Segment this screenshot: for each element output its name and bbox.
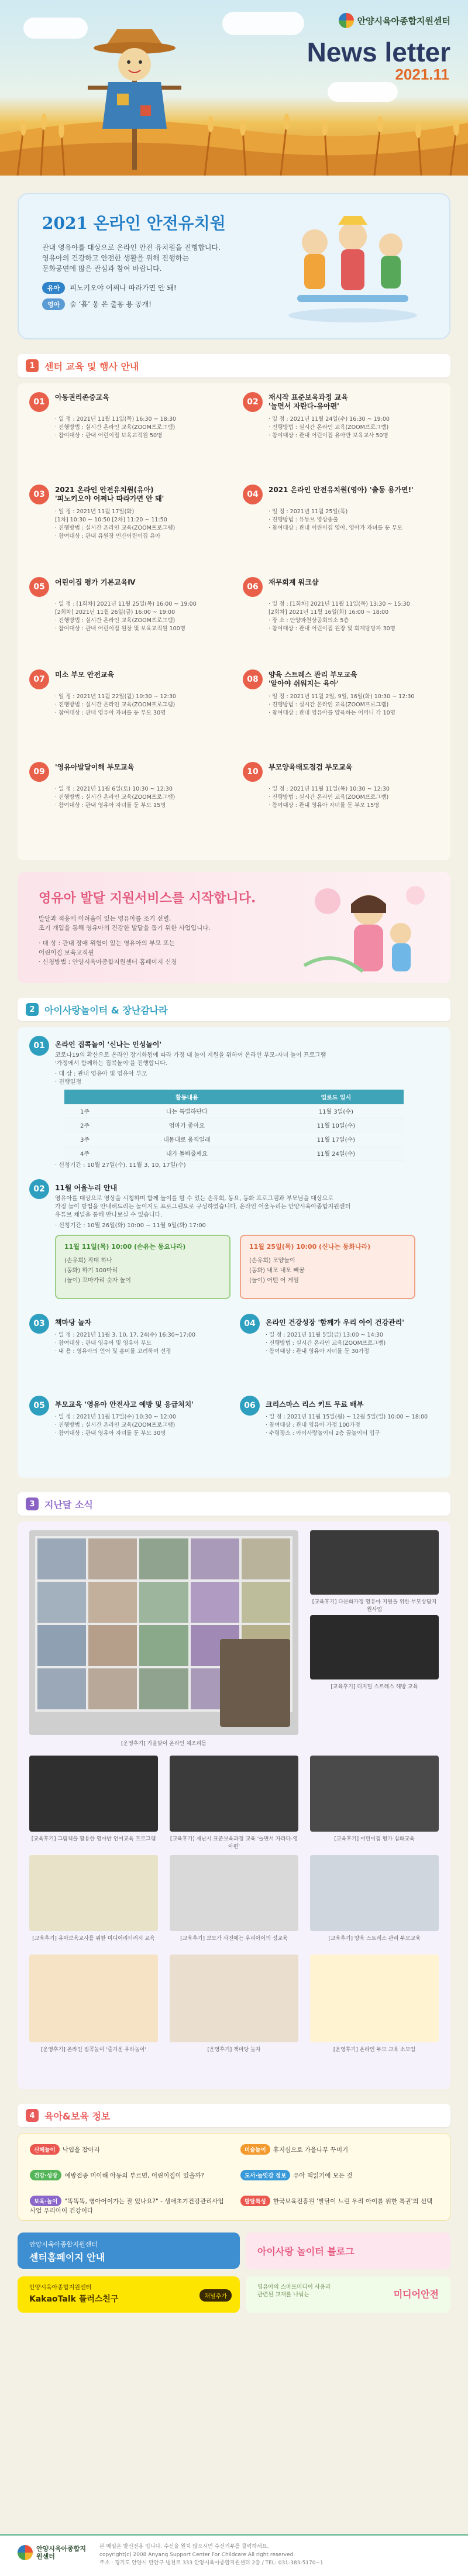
table-cell: 엄마가 좋아요: [105, 1118, 269, 1132]
gallery-photo[interactable]: [310, 1955, 439, 2042]
table-row: [64, 1118, 404, 1132]
banner-line: · 신청방법 : 안양시육아종합지원센터 홈페이지 신청: [39, 959, 177, 966]
section-header-gallery: [18, 1492, 450, 1516]
gallery-photo[interactable]: [310, 1756, 439, 1832]
program-line: (놀이) 꼬마가리 숫자 놀이: [64, 1277, 131, 1284]
gallery-caption: [교육후기] 보모가 사진에는 우리아이의 성교육: [180, 1936, 288, 1942]
gallery-caption: [교육후기] 유아보육교사를 위한 미디어리터러시 교육: [32, 1936, 155, 1942]
item-number: 03: [29, 1314, 49, 1334]
section-number-badge: 3: [26, 1497, 39, 1510]
event-card: [243, 669, 442, 754]
table-cell: 내몸대로 움직일래: [105, 1132, 269, 1146]
program-line: (손유희) 모양놀이: [249, 1258, 295, 1264]
header-brand[interactable]: [339, 13, 450, 28]
event-card: [243, 762, 442, 847]
table-cell: 11월 3일(수): [269, 1104, 404, 1118]
table-header: 업로드 일시: [269, 1090, 404, 1104]
info-text: 낙엽을 잡아라: [62, 2146, 100, 2153]
gallery-photo[interactable]: [310, 1530, 439, 1595]
table-cell: 3주: [64, 1132, 105, 1146]
event-card: [243, 485, 442, 569]
gallery-photo[interactable]: [29, 1756, 158, 1832]
event-title: 재시작 표준보육과정 교육 '놀면서 자란다-유아편': [269, 393, 348, 410]
banner-main: 아이사랑 놀이터 블로그: [257, 2246, 355, 2257]
item-line: · 참여대상 : 관내 영유아 자녀를 둔 30가정: [266, 1348, 370, 1355]
event-title: 재무회계 워크샵: [269, 578, 319, 586]
info-item[interactable]: [240, 2196, 439, 2206]
event-title: 2021 온라인 안전유치원(영아) '출동 용가면!': [269, 486, 414, 494]
event-card: [243, 392, 442, 477]
event-line: · 진행방법 : 실시간 온라인 교육(ZOOM프로그램): [55, 794, 176, 801]
section-header-events: [18, 354, 450, 377]
event-line: · 일 정 : 2021년 11월 6일(토) 10:30 ~ 12:30: [55, 786, 173, 792]
banner-main: 센터홈페이지 안내: [29, 2252, 105, 2263]
event-number: 08: [243, 669, 263, 689]
info-text: 한국보육진흥원 '발달이 느린 우리 아이를 위한 특권'의 선택: [273, 2198, 433, 2205]
org-name: 안양시육아종합지원센터: [357, 15, 450, 26]
info-item[interactable]: [240, 2144, 439, 2155]
event-title: 아동권리존중교육: [55, 393, 109, 401]
cloud-decoration: [222, 12, 304, 35]
info-item[interactable]: [240, 2170, 439, 2180]
banner-title: 영유아 발달 지원서비스를 시작합니다.: [39, 891, 256, 906]
play-note: · 신청기간 : 10월 27일(수), 11월 3, 10, 17일(수): [55, 1162, 186, 1169]
center-homepage-banner[interactable]: [18, 2232, 240, 2269]
table-cell: 11월 24일(수): [269, 1146, 404, 1160]
event-line: · 참여대상 : 관내 어린이집 영아, 영아가 자녀를 둔 부모: [269, 525, 403, 531]
item-line: · 진행방법 : 실시간 온라인 교육(ZOOM프로그램): [55, 1422, 176, 1428]
item-line: · 일 정 : 2021년 11월 3, 10, 17, 24(수) 16:30~17:00: [55, 1332, 196, 1338]
event-line: · 진행방법 : 실시간 온라인 교육(ZOOM프로그램): [269, 702, 389, 708]
event-line: · 참여대상 : 관내 어린이집 원장 및 보육교직원 100명: [55, 626, 185, 632]
event-number: 04: [243, 485, 263, 504]
safe-row-child-text: 피노키오야 어쩌나 따라가면 안 돼!: [70, 284, 177, 292]
center-logo-icon: [18, 2545, 33, 2560]
add-channel-button[interactable]: 채널추가: [199, 2289, 232, 2302]
item-number: 05: [29, 1396, 49, 1416]
event-details: [55, 415, 228, 440]
item-number: 04: [240, 1314, 260, 1334]
table-header: 활동내용: [105, 1090, 269, 1104]
event-line: · 진행방법 : 실시간 온라인 교육(ZOOM프로그램): [55, 702, 176, 708]
section-header-play: [18, 998, 450, 1021]
media-safety-banner[interactable]: [246, 2276, 450, 2313]
banner-main: KakaoTalk 플러스친구: [29, 2295, 119, 2304]
play-desc: 코로나19의 확산으로 온라인 장기화됨에 따라 가정 내 놀이 지원을 위하여 온라인 부모-자녀 놀이 프로그램: [55, 1052, 326, 1059]
event-details: [55, 600, 228, 633]
gallery-photo[interactable]: [170, 1855, 298, 1931]
hero-banner: [0, 0, 468, 176]
table-cell: 1주: [64, 1104, 105, 1118]
event-title: 어린이집 평가 기본교육Ⅳ: [55, 578, 136, 586]
safe-title: 2021 온라인 안전유치원: [42, 214, 226, 233]
gallery-panel: [18, 1521, 450, 2089]
gallery-photo[interactable]: [310, 1855, 439, 1931]
item-title: 온라인 건강성장 '함께가 우리 아이 건강관리': [266, 1318, 404, 1327]
gallery-photo[interactable]: [29, 1955, 158, 2042]
kakao-channel-banner[interactable]: [18, 2276, 240, 2313]
wheat-field-illustration: [0, 99, 468, 176]
event-card: [29, 392, 228, 477]
event-line: · 일 정 : 2021년 11월 17일(화): [55, 509, 135, 515]
play-blog-banner[interactable]: [246, 2232, 450, 2269]
info-text: "똑똑똑, 영아어이가는 잘 있나요?" - 생애초기건강관리사업사업 우리아이 건강이다: [30, 2198, 224, 2214]
info-label: 발달특성: [240, 2196, 270, 2206]
newsletter-title: News letter: [307, 37, 450, 67]
banner-sub: 안양시육아종합지원센터: [29, 2285, 92, 2291]
scarecrow-illustration: [82, 23, 187, 170]
footer-line: 주소 : 경기도 안양시 만안구 냉천로 333 안양시육아종합지원센터 2층 / TEL: 031-383-5170~1: [99, 2560, 324, 2566]
section-title: 센터 교육 및 행사 안내: [44, 360, 139, 372]
play-desc: 가정 놀이 방법을 안내해드리는 놀이지도 프로그램으로 구성하였습니다. 온라인 어울누리는 안양시육아종합지원센터: [55, 1204, 351, 1210]
event-line: · 일 정 : 2021년 11월 11일(목) 16:30 ~ 18:30: [55, 416, 176, 423]
event-line: · 일 정 : 2021년 11월 22일(월) 10:30 ~ 12:30: [55, 693, 176, 700]
event-card: [29, 485, 228, 569]
play-desc: · 대 상 : 관내 영유아 및 영유아 부모: [55, 1071, 147, 1077]
gallery-photo[interactable]: [29, 1855, 158, 1931]
event-line: · 일 정 : [1회차] 2021년 11월 11일(목) 13:30 ~ 15:30: [269, 601, 410, 607]
event-line: · 진행방법 : 실시간 온라인 교육(ZOOM프로그램): [269, 794, 389, 801]
banner-line: 발달과 적응에 어려움이 있는 영유아를 조기 선별,: [39, 915, 171, 922]
event-number: 10: [243, 762, 263, 782]
event-line: · 진행방법 : 유튜브 영상송출: [269, 517, 339, 523]
gallery-photo[interactable]: [310, 1615, 439, 1679]
tag-child: 유아: [42, 282, 65, 294]
safe-desc-1: 관내 영유아를 대상으로 온라인 안전 유치원을 진행합니다.: [42, 243, 221, 252]
table-cell: 내가 돌봐줄께요: [105, 1146, 269, 1160]
item-line: · 일 정 : 2021년 11월 15일(월) ~ 12월 5일(일) 10:00 ~ 18:00: [266, 1414, 428, 1420]
program-box-title: 11월 11일(목) 10:00 (손유는 동요나라): [64, 1243, 186, 1251]
banner-sub: 영유아의 스마트미디어 사용과: [257, 2284, 331, 2290]
info-label: 건강·성장: [30, 2170, 61, 2180]
event-details: [269, 415, 442, 440]
info-label: 미술놀이: [240, 2144, 270, 2155]
event-details: [269, 600, 442, 633]
program-line: (손유희) 작대 하나: [64, 1258, 112, 1264]
event-card: [29, 762, 228, 847]
safety-kids-illustration: [280, 207, 426, 324]
table-cell: 4주: [64, 1146, 105, 1160]
event-card: [29, 577, 228, 662]
play-note: · 신청기간 : 10월 26일(화) 10:00 ~ 11월 9일(화) 17:00: [55, 1222, 206, 1229]
item-title: 책마당 놀자: [55, 1318, 92, 1327]
item-number: 06: [240, 1396, 260, 1416]
banner-line: 조기 개입을 통해 영유아의 건강한 발달을 돕기 위한 사업입니다.: [39, 925, 211, 932]
section-title: 육아&보육 정보: [44, 2110, 111, 2122]
footer-org: 안양시육아종합지원센터: [36, 2545, 87, 2560]
event-line: · 일 정 : 2021년 11월 25일(목): [269, 509, 348, 515]
play-desc: · 진행일정: [55, 1079, 81, 1086]
event-line: · 진행방법 : 실시간 온라인 교육(ZOOM프로그램): [55, 617, 176, 624]
safe-row-infant: [42, 298, 152, 310]
event-line: · 장 소 : 안양과천상공회의소 5층: [269, 617, 349, 624]
event-line: · 일 정 : [1회차] 2021년 11월 25일(목) 16:00 ~ 19:00: [55, 601, 197, 607]
event-title: 양육 스트레스 관리 부모교육 '알아야 쉬워지는 육아': [269, 671, 357, 688]
gallery-caption: [운영후기] 온라인 집콕놀이 '즐거운 우라놀이': [41, 2047, 146, 2053]
gallery-caption: [운영후기] 온라인 부모 교육 소모임: [333, 2047, 416, 2053]
event-line: · 참여대상 : 관내 유원장 민간어린이집 유아: [55, 533, 161, 540]
program-box-1: [55, 1235, 230, 1299]
gallery-caption: [교육후기] 다문화가정 영유아 지원을 위한 부모상담지원사업: [312, 1599, 437, 1613]
event-details: [269, 785, 442, 810]
program-line: (동화) 하기 100마리: [64, 1268, 118, 1274]
safe-row-child: [42, 282, 177, 294]
event-line: · 참여대상 : 관내 영유아를 양육하는 어머니 각 10명: [269, 710, 395, 716]
events-panel: [18, 383, 450, 860]
play-schedule-table: [64, 1090, 404, 1160]
event-line: · 참여대상 : 관내 어린이집 유아반 보육교사 50명: [269, 432, 388, 439]
event-line: [2회차] 2021년 11월 26일(금) 16:00 ~ 19:00: [55, 609, 176, 616]
item-title: 온라인 집콕놀이 '신나는 인성놀이': [55, 1040, 162, 1049]
item-line: · 진행방법 : 실시간 온라인 교육(ZOOM프로그램): [266, 1340, 386, 1347]
banner-main: 미디어안전: [393, 2289, 439, 2300]
event-line: · 참여대상 : 관내 어린이집 보육교직원 50명: [55, 432, 163, 439]
cloud-decoration: [328, 82, 398, 102]
item-title: 부모교육 '영유아 안전사고 예방 및 응급처치': [55, 1400, 194, 1409]
event-number: 05: [29, 577, 49, 597]
gallery-caption: [교육후기] 디지털 스트레스 해방 교육: [331, 1684, 418, 1690]
event-line: · 일 정 : 2021년 11월 2일, 9일, 16일(화) 10:30 ~ 12:30: [269, 693, 415, 700]
event-title: 미소 부모 안전교육: [55, 671, 115, 679]
banner-line: · 대 상 : 관내 장애 위험이 있는 영유아의 부모 또는: [39, 940, 175, 947]
item-title: 11월 어울누리 안내: [55, 1184, 118, 1192]
table-row: [64, 1132, 404, 1146]
gallery-photo[interactable]: [170, 1756, 298, 1832]
event-title: 부모양육태도점검 부모교육: [269, 763, 353, 771]
event-line: · 참여대상 : 관내 영유아 자녀를 둔 부모 15명: [55, 802, 166, 809]
gallery-photo[interactable]: [170, 1955, 298, 2042]
event-details: [55, 508, 228, 541]
event-line: · 진행방법 : 실시간 온라인 교육(ZOOM프로그램): [269, 424, 389, 431]
safe-row-infant-text: 숲 ‘흡’ 웅 은 출동 용 공개!: [70, 300, 152, 308]
footer: [0, 2534, 468, 2576]
event-card: [243, 577, 442, 662]
table-cell: 나는 특별하단다: [105, 1104, 269, 1118]
event-line: · 일 정 : 2021년 11월 11일(목) 10:30 ~ 12:30: [269, 786, 390, 792]
play-desc: 유튜브 채널을 통해 만나보실 수 있습니다.: [55, 1212, 163, 1218]
event-number: 09: [29, 762, 49, 782]
safe-desc-3: 문화공연에 많은 관심과 참여 바랍니다.: [42, 265, 162, 273]
item-number: 01: [29, 1036, 49, 1056]
event-line: · 참여대상 : 관내 어린이집 원장 및 회계담당자 30명: [269, 626, 395, 632]
newsletter-date: 2021.11: [395, 66, 449, 83]
item-line: · 내 용 : 영유아의 언어 및 흥미를 고려하여 선정: [55, 1348, 171, 1355]
banner-line: 어린이집 보육교직원: [39, 949, 94, 956]
event-details: [269, 508, 442, 533]
section-number-badge: 4: [26, 2109, 39, 2122]
item-line: · 수령장소 : 아이사랑놀이터 2층 꿈놀이터 입구: [266, 1430, 380, 1437]
event-number: 03: [29, 485, 49, 504]
section-title: 지난달 소식: [44, 1499, 93, 1510]
development-support-banner[interactable]: [18, 872, 450, 983]
info-text: 휴지심으로 가을나무 꾸미기: [273, 2146, 349, 2153]
program-box-title: 11월 25일(목) 10:00 (신나는 동화나라): [249, 1243, 371, 1251]
info-label: 신체놀이: [30, 2144, 60, 2155]
event-line: · 참여대상 : 관내 영유아 자녀를 둔 부모 30명: [55, 710, 166, 716]
gallery-caption: [교육후기] 그림책을 활용한 영아반 언어교육 프로그램: [31, 1836, 156, 1842]
cloud-decoration: [23, 18, 88, 39]
event-number: 02: [243, 392, 263, 412]
gallery-photo-large[interactable]: [29, 1530, 298, 1735]
table-row: [64, 1104, 404, 1118]
info-text: 유아 책읽기에 모든 것: [293, 2172, 353, 2179]
banner-sub: 안양시육아종합지원센터: [29, 2241, 98, 2248]
table-cell: 11월 17일(수): [269, 1132, 404, 1146]
footer-line: 본 메일은 발신전용 입니다. 수신을 원치 않으시면 수신거부를 클릭하세요.: [99, 2544, 269, 2550]
section-title: 아이사랑놀이터 & 장난감나라: [44, 1004, 168, 1016]
play-desc: 영유아를 대상으로 영상을 시청하며 함께 놀이를 할 수 있는 손유희, 동요, 동화 프로그램과 부모님을 대상으로: [55, 1196, 333, 1202]
footer-logo: [18, 2545, 89, 2560]
event-line: · 진행방법 : 실시간 온라인 교육(ZOOM프로그램): [55, 424, 176, 431]
event-title: 2021 온라인 안전유치원(유아) '피노키오야 어쩌나 따라가면 안 돼': [55, 486, 164, 503]
gallery-caption: [운영후기] 가을맞이 온라인 체조리듬: [121, 1741, 207, 1747]
event-number: 06: [243, 577, 263, 597]
safe-desc-2: 영유아의 건강하고 안전한 생활을 위해 진행하는: [42, 254, 189, 262]
event-details: [55, 693, 228, 717]
event-title: '영유아발달이해 부모교육: [55, 763, 135, 771]
footer-line: copyright(c) 2008 Anyang Support Center For Childcare All right reserved.: [99, 2552, 295, 2558]
item-line: · 참여대상 : 관내 영유아 및 영유아 부모: [55, 1340, 152, 1347]
safe-kindergarten-card: [18, 193, 450, 339]
info-item[interactable]: [30, 2196, 229, 2215]
info-item[interactable]: [30, 2170, 229, 2180]
info-label: 도서·놀잇감 정보: [240, 2170, 290, 2180]
banner-sub: 관련된 교재를 나눠는: [257, 2292, 309, 2298]
item-line: · 일 정 : 2021년 11월 5일(금) 13:00 ~ 14:30: [266, 1332, 383, 1338]
event-details: [55, 785, 228, 810]
center-logo-icon: [339, 13, 354, 28]
section-header-info: [18, 2104, 450, 2127]
event-line: · 참여대상 : 관내 영유아 자녀를 둔 부모 15명: [269, 802, 380, 809]
item-line: · 참여대상 : 관내 영유아 가정 100가정: [266, 1422, 360, 1428]
section-number-badge: 1: [26, 359, 39, 372]
event-line: [1차] 10:30 ~ 10:50 [2차] 11:20 ~ 11:50: [55, 517, 167, 523]
event-number: 07: [29, 669, 49, 689]
section-number-badge: 2: [26, 1003, 39, 1016]
info-panel: [18, 2133, 450, 2221]
event-number: 01: [29, 392, 49, 412]
event-line: [2회차] 2021년 11월 16일(화) 16:00 ~ 18:00: [269, 609, 389, 616]
event-line: · 진행방법 : 실시간 온라인 교육(ZOOM프로그램): [55, 525, 176, 531]
table-cell: 11월 10일(수): [269, 1118, 404, 1132]
mother-child-illustration: [292, 878, 445, 980]
gallery-caption: [교육후기] 양육 스트레스 관리 부모교육: [328, 1936, 421, 1942]
program-box-2: [240, 1235, 415, 1299]
info-label: 보육·놀이: [30, 2196, 61, 2206]
play-desc: '가정에서 함께하는 집콕놀이'을 진행합니다.: [55, 1060, 168, 1067]
table-cell: 2주: [64, 1118, 105, 1132]
event-line: · 일 정 : 2021년 11월 24일(수) 16:30 ~ 19:00: [269, 416, 390, 423]
item-line: · 참여대상 : 관내 영유아 자녀를 둔 부모 30명: [55, 1430, 166, 1437]
gallery-caption: [운영후기] 책마당 놀자: [207, 2047, 261, 2053]
item-title: 크리스마스 리스 키트 무료 배부: [266, 1400, 364, 1409]
info-text: 예방접종 미이해 아동의 부르면, 어린이집이 있을까?: [64, 2172, 204, 2179]
program-line: (놀이) 어떤 어 게임: [249, 1277, 299, 1284]
item-number: 02: [29, 1179, 49, 1199]
gallery-caption: [교육후기] 재난시 표준보육과정 교육 '놀면서 자라다-영아편': [170, 1836, 298, 1850]
item-line: · 일 정 : 2021년 11월 17일(수) 10:30 ~ 12:00: [55, 1414, 176, 1420]
tag-infant: 영아: [42, 298, 65, 310]
table-row: [64, 1146, 404, 1160]
info-item[interactable]: [30, 2144, 229, 2155]
event-details: [269, 693, 442, 717]
event-card: [29, 669, 228, 754]
program-line: (동화) 내모 내모 빼꿈: [249, 1268, 305, 1274]
gallery-caption: [교육후기] 어린이집 평가 심화교육: [334, 1836, 415, 1842]
presenter-photo: [220, 1639, 290, 1727]
